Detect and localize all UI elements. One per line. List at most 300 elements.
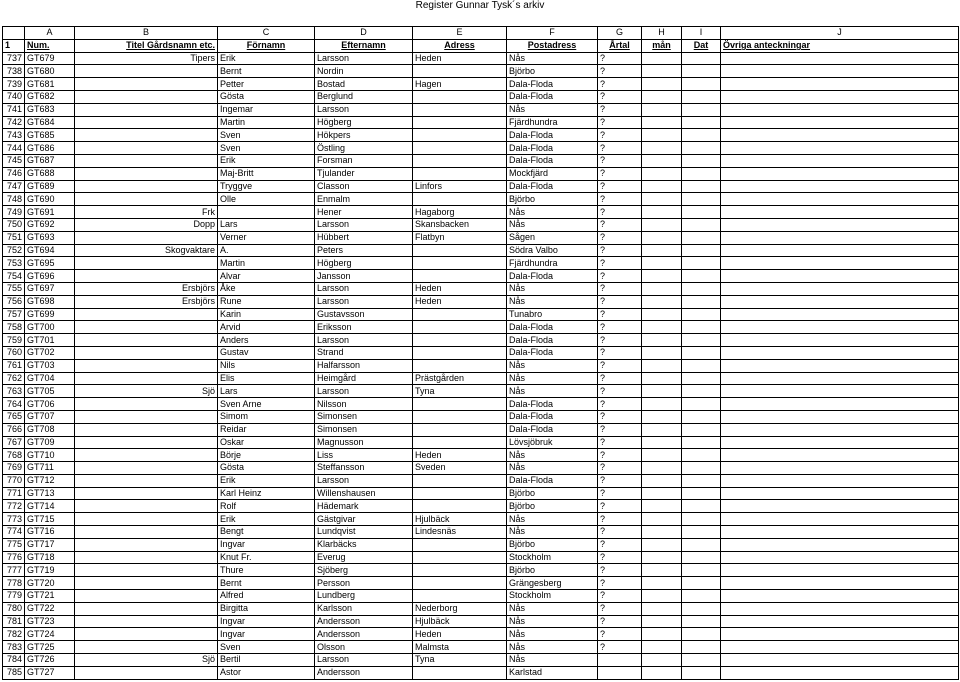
cell-postal-address[interactable]: Björbo — [507, 500, 598, 513]
cell-num[interactable]: GT703 — [25, 359, 75, 372]
cell-lastname[interactable]: Hener — [315, 206, 413, 219]
cell-date[interactable] — [682, 359, 721, 372]
row-number[interactable]: 775 — [3, 538, 25, 551]
cell-firstname[interactable]: Reidar — [218, 423, 315, 436]
cell-title[interactable] — [75, 474, 218, 487]
cell-num[interactable]: GT696 — [25, 270, 75, 283]
cell-address[interactable] — [413, 436, 507, 449]
cell-date[interactable] — [682, 334, 721, 347]
cell-month[interactable] — [642, 334, 682, 347]
cell-postal-address[interactable]: Dala-Floda — [507, 129, 598, 142]
cell-notes[interactable] — [721, 116, 959, 129]
cell-postal-address[interactable]: Mockfjärd — [507, 167, 598, 180]
cell-num[interactable]: GT694 — [25, 244, 75, 257]
cell-month[interactable] — [642, 65, 682, 78]
cell-date[interactable] — [682, 65, 721, 78]
cell-firstname[interactable]: Erik — [218, 513, 315, 526]
cell-date[interactable] — [682, 487, 721, 500]
cell-title[interactable] — [75, 462, 218, 475]
row-number[interactable]: 743 — [3, 129, 25, 142]
cell-notes[interactable] — [721, 321, 959, 334]
cell-postal-address[interactable]: Nås — [507, 218, 598, 231]
cell-address[interactable]: Skansbacken — [413, 218, 507, 231]
cell-firstname[interactable]: Börje — [218, 449, 315, 462]
cell-title[interactable] — [75, 231, 218, 244]
cell-lastname[interactable]: Lundberg — [315, 590, 413, 603]
cell-notes[interactable] — [721, 65, 959, 78]
row-number[interactable]: 782 — [3, 628, 25, 641]
cell-title[interactable] — [75, 321, 218, 334]
cell-date[interactable] — [682, 103, 721, 116]
cell-month[interactable] — [642, 142, 682, 155]
row-number[interactable]: 738 — [3, 65, 25, 78]
cell-firstname[interactable]: Verner — [218, 231, 315, 244]
cell-firstname[interactable]: Lars — [218, 218, 315, 231]
cell-date[interactable] — [682, 78, 721, 91]
cell-date[interactable] — [682, 244, 721, 257]
cell-title[interactable] — [75, 334, 218, 347]
cell-notes[interactable] — [721, 346, 959, 359]
cell-address[interactable] — [413, 500, 507, 513]
cell-postal-address[interactable]: Dala-Floda — [507, 334, 598, 347]
row-number[interactable]: 752 — [3, 244, 25, 257]
cell-month[interactable] — [642, 193, 682, 206]
cell-month[interactable] — [642, 538, 682, 551]
cell-postal-address[interactable]: Björbo — [507, 487, 598, 500]
cell-month[interactable] — [642, 52, 682, 65]
cell-postal-address[interactable]: Björbo — [507, 65, 598, 78]
cell-firstname[interactable]: Nils — [218, 359, 315, 372]
cell-title[interactable] — [75, 116, 218, 129]
cell-month[interactable] — [642, 564, 682, 577]
cell-postal-address[interactable]: Dala-Floda — [507, 270, 598, 283]
cell-date[interactable] — [682, 526, 721, 539]
cell-postal-address[interactable]: Sågen — [507, 231, 598, 244]
row-number[interactable]: 741 — [3, 103, 25, 116]
cell-address[interactable] — [413, 346, 507, 359]
row-number[interactable]: 777 — [3, 564, 25, 577]
cell-date[interactable] — [682, 257, 721, 270]
cell-address[interactable]: Hjulbäck — [413, 513, 507, 526]
column-letter[interactable]: J — [721, 27, 959, 40]
row-number[interactable]: 757 — [3, 308, 25, 321]
cell-address[interactable] — [413, 257, 507, 270]
cell-num[interactable]: GT691 — [25, 206, 75, 219]
row-number[interactable]: 749 — [3, 206, 25, 219]
column-letter[interactable]: H — [642, 27, 682, 40]
cell-firstname[interactable]: Gösta — [218, 462, 315, 475]
cell-lastname[interactable]: Everug — [315, 551, 413, 564]
cell-num[interactable]: GT687 — [25, 154, 75, 167]
column-letter[interactable]: G — [598, 27, 642, 40]
cell-postal-address[interactable]: Dala-Floda — [507, 90, 598, 103]
cell-address[interactable] — [413, 103, 507, 116]
row-number[interactable]: 783 — [3, 641, 25, 654]
cell-date[interactable] — [682, 628, 721, 641]
row-number[interactable]: 1 — [3, 39, 25, 52]
cell-num[interactable]: GT726 — [25, 654, 75, 667]
cell-num[interactable]: GT689 — [25, 180, 75, 193]
cell-num[interactable]: GT706 — [25, 398, 75, 411]
cell-notes[interactable] — [721, 206, 959, 219]
cell-date[interactable] — [682, 116, 721, 129]
row-number[interactable]: 766 — [3, 423, 25, 436]
cell-month[interactable] — [642, 526, 682, 539]
cell-lastname[interactable]: Liss — [315, 449, 413, 462]
cell-address[interactable]: Tyna — [413, 385, 507, 398]
cell-date[interactable] — [682, 577, 721, 590]
cell-firstname[interactable]: Karl Heinz — [218, 487, 315, 500]
cell-title[interactable] — [75, 449, 218, 462]
cell-year[interactable]: ? — [598, 308, 642, 321]
header-date[interactable]: Dat — [682, 39, 721, 52]
cell-postal-address[interactable]: Stockholm — [507, 551, 598, 564]
cell-num[interactable]: GT690 — [25, 193, 75, 206]
cell-firstname[interactable]: Astor — [218, 666, 315, 679]
cell-date[interactable] — [682, 551, 721, 564]
cell-lastname[interactable]: Heimgård — [315, 372, 413, 385]
row-number[interactable]: 784 — [3, 654, 25, 667]
cell-title[interactable] — [75, 526, 218, 539]
cell-lastname[interactable]: Karlsson — [315, 602, 413, 615]
cell-year[interactable]: ? — [598, 103, 642, 116]
cell-postal-address[interactable]: Dala-Floda — [507, 423, 598, 436]
cell-firstname[interactable]: Ingvar — [218, 615, 315, 628]
cell-year[interactable]: ? — [598, 206, 642, 219]
cell-num[interactable]: GT708 — [25, 423, 75, 436]
cell-year[interactable]: ? — [598, 218, 642, 231]
cell-title[interactable] — [75, 193, 218, 206]
cell-firstname[interactable]: Bengt — [218, 526, 315, 539]
cell-date[interactable] — [682, 218, 721, 231]
cell-month[interactable] — [642, 500, 682, 513]
cell-date[interactable] — [682, 372, 721, 385]
cell-year[interactable]: ? — [598, 78, 642, 91]
cell-postal-address[interactable]: Dala-Floda — [507, 78, 598, 91]
cell-firstname[interactable]: Karin — [218, 308, 315, 321]
row-number[interactable]: 754 — [3, 270, 25, 283]
cell-notes[interactable] — [721, 180, 959, 193]
cell-lastname[interactable]: Eriksson — [315, 321, 413, 334]
cell-postal-address[interactable]: Dala-Floda — [507, 398, 598, 411]
cell-month[interactable] — [642, 436, 682, 449]
cell-num[interactable]: GT685 — [25, 129, 75, 142]
cell-year[interactable]: ? — [598, 129, 642, 142]
cell-title[interactable] — [75, 500, 218, 513]
cell-title[interactable] — [75, 346, 218, 359]
cell-month[interactable] — [642, 218, 682, 231]
row-number[interactable]: 779 — [3, 590, 25, 603]
cell-lastname[interactable]: Larsson — [315, 295, 413, 308]
cell-lastname[interactable]: Gustavsson — [315, 308, 413, 321]
cell-notes[interactable] — [721, 551, 959, 564]
cell-lastname[interactable]: Persson — [315, 577, 413, 590]
cell-firstname[interactable]: Bernt — [218, 577, 315, 590]
cell-year[interactable]: ? — [598, 90, 642, 103]
cell-month[interactable] — [642, 628, 682, 641]
cell-num[interactable]: GT723 — [25, 615, 75, 628]
cell-year[interactable]: ? — [598, 423, 642, 436]
cell-year[interactable]: ? — [598, 142, 642, 155]
cell-title[interactable] — [75, 359, 218, 372]
cell-address[interactable]: Hagen — [413, 78, 507, 91]
cell-num[interactable]: GT679 — [25, 52, 75, 65]
cell-title[interactable] — [75, 513, 218, 526]
row-number[interactable]: 751 — [3, 231, 25, 244]
cell-address[interactable]: Hagaborg — [413, 206, 507, 219]
row-number[interactable]: 742 — [3, 116, 25, 129]
cell-num[interactable]: GT682 — [25, 90, 75, 103]
cell-date[interactable] — [682, 231, 721, 244]
cell-address[interactable]: Heden — [413, 295, 507, 308]
cell-address[interactable] — [413, 308, 507, 321]
cell-num[interactable]: GT686 — [25, 142, 75, 155]
row-number[interactable]: 760 — [3, 346, 25, 359]
cell-title[interactable] — [75, 538, 218, 551]
cell-lastname[interactable]: Klarbäcks — [315, 538, 413, 551]
cell-date[interactable] — [682, 474, 721, 487]
cell-lastname[interactable]: Nilsson — [315, 398, 413, 411]
cell-title[interactable] — [75, 154, 218, 167]
cell-month[interactable] — [642, 116, 682, 129]
cell-title[interactable] — [75, 270, 218, 283]
cell-title[interactable] — [75, 410, 218, 423]
cell-year[interactable]: ? — [598, 65, 642, 78]
cell-year[interactable]: ? — [598, 500, 642, 513]
cell-address[interactable] — [413, 65, 507, 78]
cell-lastname[interactable]: Andersson — [315, 628, 413, 641]
cell-address[interactable] — [413, 487, 507, 500]
cell-address[interactable] — [413, 398, 507, 411]
cell-num[interactable]: GT725 — [25, 641, 75, 654]
cell-month[interactable] — [642, 154, 682, 167]
cell-notes[interactable] — [721, 487, 959, 500]
cell-lastname[interactable]: Tjulander — [315, 167, 413, 180]
cell-firstname[interactable]: Knut Fr. — [218, 551, 315, 564]
cell-notes[interactable] — [721, 564, 959, 577]
cell-firstname[interactable]: Arvid — [218, 321, 315, 334]
cell-notes[interactable] — [721, 231, 959, 244]
cell-firstname[interactable]: Birgitta — [218, 602, 315, 615]
cell-firstname[interactable]: Åke — [218, 282, 315, 295]
cell-date[interactable] — [682, 436, 721, 449]
cell-date[interactable] — [682, 282, 721, 295]
cell-firstname[interactable]: Sven — [218, 129, 315, 142]
cell-title[interactable] — [75, 436, 218, 449]
row-number[interactable]: 785 — [3, 666, 25, 679]
cell-firstname[interactable]: Rune — [218, 295, 315, 308]
cell-year[interactable]: ? — [598, 116, 642, 129]
cell-notes[interactable] — [721, 359, 959, 372]
cell-num[interactable]: GT724 — [25, 628, 75, 641]
cell-postal-address[interactable]: Dala-Floda — [507, 154, 598, 167]
cell-notes[interactable] — [721, 449, 959, 462]
row-number[interactable]: 762 — [3, 372, 25, 385]
row-number[interactable]: 770 — [3, 474, 25, 487]
cell-year[interactable]: ? — [598, 282, 642, 295]
cell-date[interactable] — [682, 270, 721, 283]
cell-month[interactable] — [642, 551, 682, 564]
cell-notes[interactable] — [721, 103, 959, 116]
cell-title[interactable] — [75, 487, 218, 500]
cell-year[interactable]: ? — [598, 590, 642, 603]
cell-notes[interactable] — [721, 129, 959, 142]
cell-notes[interactable] — [721, 538, 959, 551]
cell-year[interactable]: ? — [598, 295, 642, 308]
cell-year[interactable]: ? — [598, 359, 642, 372]
cell-postal-address[interactable]: Nås — [507, 282, 598, 295]
cell-month[interactable] — [642, 474, 682, 487]
cell-postal-address[interactable]: Lövsjöbruk — [507, 436, 598, 449]
cell-year[interactable]: ? — [598, 551, 642, 564]
cell-date[interactable] — [682, 52, 721, 65]
cell-notes[interactable] — [721, 282, 959, 295]
cell-postal-address[interactable]: Södra Valbo — [507, 244, 598, 257]
cell-postal-address[interactable]: Nås — [507, 385, 598, 398]
cell-year[interactable]: ? — [598, 398, 642, 411]
cell-title[interactable]: Sjö — [75, 654, 218, 667]
cell-firstname[interactable]: Erik — [218, 154, 315, 167]
row-number[interactable]: 737 — [3, 52, 25, 65]
cell-lastname[interactable]: Högberg — [315, 116, 413, 129]
cell-firstname[interactable]: Erik — [218, 474, 315, 487]
cell-postal-address[interactable]: Nås — [507, 628, 598, 641]
cell-notes[interactable] — [721, 526, 959, 539]
row-number[interactable]: 774 — [3, 526, 25, 539]
cell-lastname[interactable]: Nordin — [315, 65, 413, 78]
row-number[interactable]: 750 — [3, 218, 25, 231]
cell-month[interactable] — [642, 385, 682, 398]
cell-lastname[interactable]: Larsson — [315, 654, 413, 667]
cell-num[interactable]: GT697 — [25, 282, 75, 295]
cell-lastname[interactable]: Högberg — [315, 257, 413, 270]
cell-date[interactable] — [682, 500, 721, 513]
cell-year[interactable]: ? — [598, 526, 642, 539]
cell-date[interactable] — [682, 641, 721, 654]
cell-postal-address[interactable]: Nås — [507, 52, 598, 65]
cell-firstname[interactable]: Martin — [218, 257, 315, 270]
cell-title[interactable] — [75, 308, 218, 321]
cell-address[interactable] — [413, 423, 507, 436]
cell-year[interactable]: ? — [598, 577, 642, 590]
cell-month[interactable] — [642, 129, 682, 142]
row-number[interactable]: 768 — [3, 449, 25, 462]
row-number[interactable]: 753 — [3, 257, 25, 270]
cell-year[interactable]: ? — [598, 564, 642, 577]
cell-month[interactable] — [642, 359, 682, 372]
row-number[interactable]: 780 — [3, 602, 25, 615]
row-number[interactable]: 758 — [3, 321, 25, 334]
cell-postal-address[interactable]: Dala-Floda — [507, 410, 598, 423]
cell-num[interactable]: GT698 — [25, 295, 75, 308]
cell-lastname[interactable]: Larsson — [315, 218, 413, 231]
cell-postal-address[interactable]: Tunabro — [507, 308, 598, 321]
cell-year[interactable]: ? — [598, 449, 642, 462]
cell-title[interactable] — [75, 590, 218, 603]
cell-year[interactable]: ? — [598, 52, 642, 65]
cell-date[interactable] — [682, 538, 721, 551]
row-number[interactable]: 771 — [3, 487, 25, 500]
cell-address[interactable] — [413, 193, 507, 206]
cell-month[interactable] — [642, 78, 682, 91]
cell-date[interactable] — [682, 385, 721, 398]
cell-month[interactable] — [642, 372, 682, 385]
cell-month[interactable] — [642, 487, 682, 500]
cell-notes[interactable] — [721, 295, 959, 308]
cell-month[interactable] — [642, 346, 682, 359]
cell-address[interactable] — [413, 154, 507, 167]
cell-year[interactable]: ? — [598, 180, 642, 193]
cell-title[interactable] — [75, 167, 218, 180]
cell-date[interactable] — [682, 398, 721, 411]
cell-notes[interactable] — [721, 90, 959, 103]
cell-address[interactable] — [413, 270, 507, 283]
row-number[interactable]: 745 — [3, 154, 25, 167]
cell-notes[interactable] — [721, 462, 959, 475]
cell-address[interactable]: Lindesnäs — [413, 526, 507, 539]
cell-lastname[interactable]: Bostad — [315, 78, 413, 91]
row-number[interactable]: 746 — [3, 167, 25, 180]
row-number[interactable]: 776 — [3, 551, 25, 564]
cell-year[interactable] — [598, 654, 642, 667]
cell-firstname[interactable]: Alfred — [218, 590, 315, 603]
cell-address[interactable]: Nederborg — [413, 602, 507, 615]
cell-month[interactable] — [642, 449, 682, 462]
cell-notes[interactable] — [721, 654, 959, 667]
header-postal-address[interactable]: Postadress — [507, 39, 598, 52]
column-letter[interactable]: C — [218, 27, 315, 40]
cell-num[interactable]: GT702 — [25, 346, 75, 359]
cell-year[interactable]: ? — [598, 154, 642, 167]
cell-lastname[interactable]: Olsson — [315, 641, 413, 654]
cell-date[interactable] — [682, 180, 721, 193]
header-lastname[interactable]: Efternamn — [315, 39, 413, 52]
cell-postal-address[interactable]: Nås — [507, 359, 598, 372]
cell-num[interactable]: GT717 — [25, 538, 75, 551]
cell-date[interactable] — [682, 346, 721, 359]
cell-lastname[interactable]: Larsson — [315, 103, 413, 116]
cell-year[interactable]: ? — [598, 270, 642, 283]
cell-lastname[interactable]: Larsson — [315, 334, 413, 347]
cell-month[interactable] — [642, 308, 682, 321]
cell-notes[interactable] — [721, 334, 959, 347]
cell-firstname[interactable]: Gösta — [218, 90, 315, 103]
cell-notes[interactable] — [721, 628, 959, 641]
cell-month[interactable] — [642, 615, 682, 628]
cell-num[interactable]: GT720 — [25, 577, 75, 590]
cell-postal-address[interactable]: Dala-Floda — [507, 142, 598, 155]
header-month[interactable]: mån — [642, 39, 682, 52]
cell-firstname[interactable]: Sven — [218, 142, 315, 155]
column-letter[interactable]: B — [75, 27, 218, 40]
cell-year[interactable]: ? — [598, 193, 642, 206]
cell-num[interactable]: GT719 — [25, 564, 75, 577]
cell-notes[interactable] — [721, 52, 959, 65]
cell-firstname[interactable]: Petter — [218, 78, 315, 91]
cell-month[interactable] — [642, 577, 682, 590]
cell-month[interactable] — [642, 602, 682, 615]
cell-postal-address[interactable]: Björbo — [507, 193, 598, 206]
header-notes[interactable]: Övriga anteckningar — [721, 39, 959, 52]
cell-num[interactable]: GT711 — [25, 462, 75, 475]
cell-postal-address[interactable]: Nås — [507, 103, 598, 116]
row-number[interactable]: 772 — [3, 500, 25, 513]
cell-notes[interactable] — [721, 641, 959, 654]
cell-title[interactable] — [75, 372, 218, 385]
cell-num[interactable]: GT699 — [25, 308, 75, 321]
cell-date[interactable] — [682, 423, 721, 436]
cell-firstname[interactable]: Bernt — [218, 65, 315, 78]
